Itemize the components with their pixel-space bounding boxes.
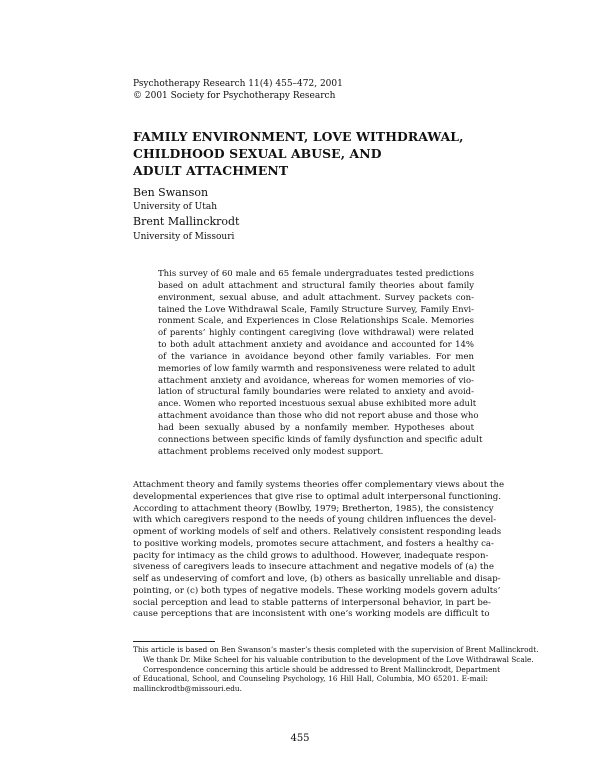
abstract-line: connections between specific kinds of family dysfunction and specific adult: [158, 434, 483, 445]
title-line: CHILDHOOD SEXUAL ABUSE, AND: [133, 146, 382, 161]
abstract: [158, 269, 483, 459]
author-name: Ben Swanson: [133, 186, 209, 199]
title-line: ADULT ATTACHMENT: [133, 163, 289, 178]
journal-citation: Psychotherapy Research 11(4) 455–472, 2001: [133, 79, 343, 89]
journal-header: [133, 78, 343, 102]
abstract-line: based on adult attachment and structural family theories about family: [158, 280, 474, 291]
abstract-line: to both adult attachment anxiety and avoidance and accounted for 14%: [158, 340, 474, 351]
title-line: FAMILY ENVIRONMENT, LOVE WITHDRAWAL,: [133, 129, 464, 144]
abstract-line: attachment anxiety and avoidance, whereas for women memories of vio-: [158, 375, 474, 386]
abstract-line: had been sexually abused by a nonfamily member. Hypotheses about: [158, 422, 474, 433]
body-line: According to attachment theory (Bowlby, 1979; Bretherton, 1985), the consistency: [133, 503, 494, 514]
body-line: to positive working models, promotes secure attachment, and fosters a healthy ca-: [133, 538, 494, 549]
journal-copyright: © 2001 Society for Psychotherapy Research: [133, 91, 336, 101]
footnote-line: We thank Dr. Mike Scheel for his valuable contribution to the development of the Love Withdrawal Scale.: [143, 654, 534, 664]
body-line: siveness of caregivers leads to insecure attachment and negative models of (a) the: [133, 562, 494, 573]
body-line: cause perceptions that are inconsistent with one’s working models are difficult to: [133, 609, 490, 620]
body-line: developmental experiences that give rise to optimal adult interpersonal functioning.: [133, 491, 502, 502]
body-line: social perception and lead to stable patterns of interpersonal behavior, in part be-: [133, 597, 491, 608]
footnote-divider: [133, 641, 215, 642]
body-line: opment of working models of self and others. Relatively consistent responding leads: [133, 527, 502, 537]
body-line: Attachment theory and family systems theories offer complementary views about the: [133, 480, 505, 490]
abstract-line: of the variance in avoidance beyond other family variables. For men: [158, 351, 474, 362]
author-affiliation: University of Missouri: [133, 232, 235, 242]
abstract-line: ance. Women who reported incestuous sexual abuse exhibited more adult: [158, 399, 477, 410]
abstract-line: of parents’ highly contingent caregiving (love withdrawal) were related: [158, 328, 474, 339]
abstract-line: ronment Scale, and Experiences in Close Relationships Scale. Memories: [158, 316, 474, 327]
abstract-line: attachment problems received only modest support.: [158, 446, 384, 457]
author-affiliation: University of Utah: [133, 202, 218, 212]
abstract-line: This survey of 60 male and 65 female undergraduates tested predictions: [158, 269, 474, 279]
body-line: self as undeserving of comfort and love, (b) others as basically unreliable and disap-: [133, 574, 501, 584]
footnote: [133, 645, 539, 694]
abstract-line: lation of structural family boundaries were related to anxiety and avoid-: [158, 387, 474, 398]
abstract-line: attachment avoidance than those who did not report abuse and those who: [158, 411, 479, 422]
body-line: with which caregivers respond to the needs of young children influences the devel-: [133, 515, 497, 526]
footnote-line: of Educational, School, and Counseling Psychology, 16 Hill Hall, Columbia, MO 65201. E-mail:: [133, 674, 488, 684]
footnote-line: mallinckrodtb@missouri.edu.: [133, 684, 242, 694]
footnote-line: This article is based on Ben Swanson’s master’s thesis completed with the supervision of Brent Mallinckrodt.: [133, 645, 539, 654]
page-number: 455: [290, 733, 310, 744]
author-name: Brent Mallinckrodt: [133, 215, 240, 228]
body-line: pointing, or (c) both types of negative models. These working models govern adults’: [133, 585, 501, 596]
abstract-line: environment, sexual abuse, and adult attachment. Survey packets con-: [158, 292, 474, 303]
body-line: pacity for intimacy as the child grows to adulthood. However, inadequate respon-: [133, 550, 489, 561]
article-title: [133, 128, 513, 179]
body-paragraph: [133, 480, 505, 621]
abstract-line: tained the Love Withdrawal Scale, Family Structure Survey, Family Envi-: [158, 304, 474, 315]
abstract-line: memories of low family warmth and responsiveness were related to adult: [158, 363, 476, 374]
footnote-line: Correspondence concerning this article should be addressed to Brent Mallinckrodt, Department: [143, 664, 501, 674]
